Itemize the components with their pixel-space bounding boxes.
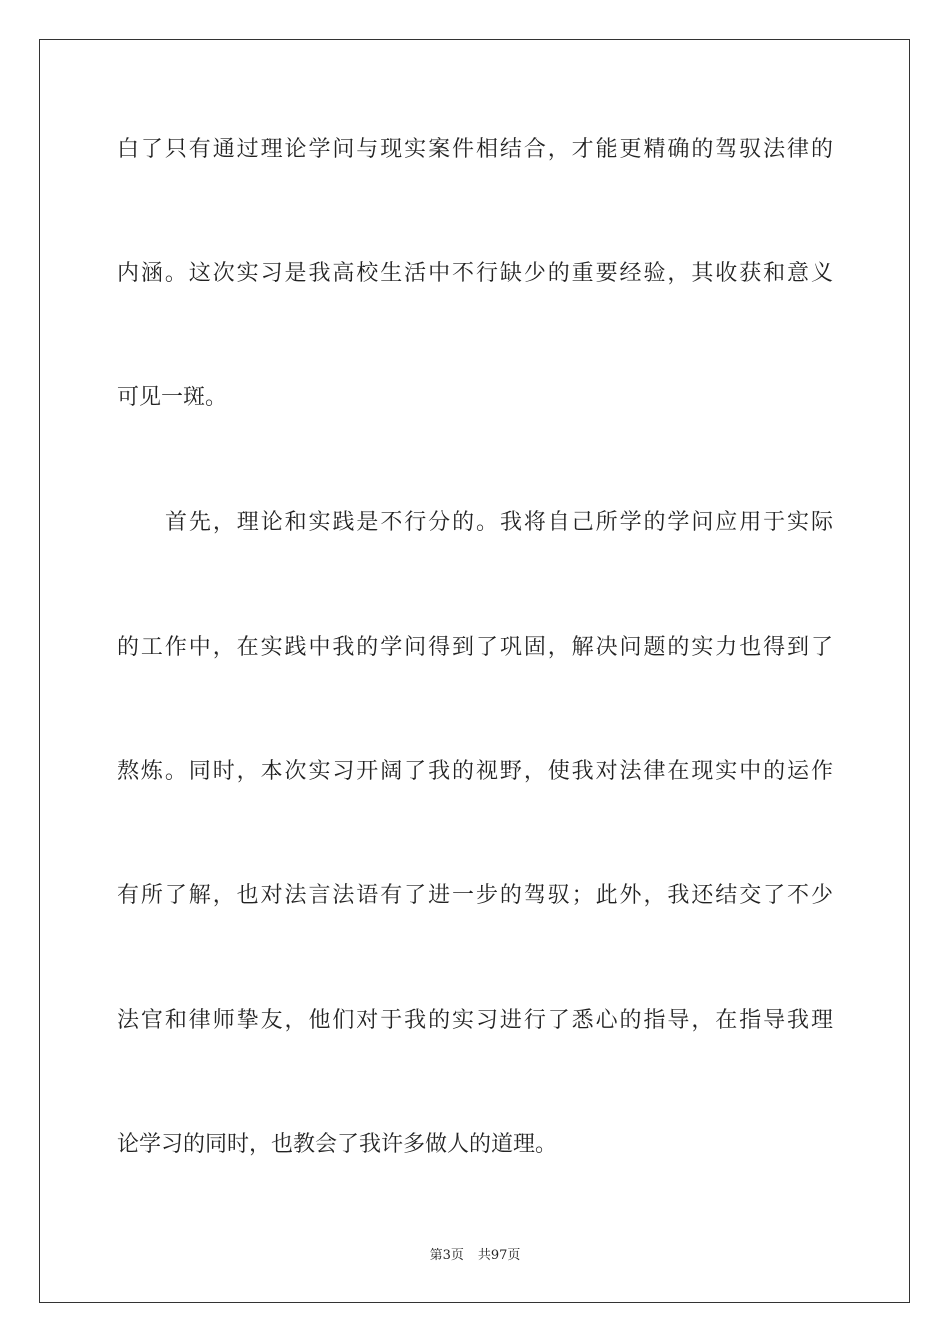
text-line-6: 熬炼。同时，本次实习开阔了我的视野，使我对法律在现实中的运作 <box>117 759 833 784</box>
text-line-3: 可见一斑。 <box>117 385 228 410</box>
text-line-4: 首先，理论和实践是不行分的。我将自己所学的学问应用于实际 <box>165 510 833 535</box>
text-line-5: 的工作中，在实践中我的学问得到了巩固，解决问题的实力也得到了 <box>117 635 833 660</box>
text-line-2: 内涵。这次实习是我高校生活中不行缺少的重要经验，其收获和意义 <box>117 261 833 286</box>
text-line-9: 论学习的同时，也教会了我许多做人的道理。 <box>117 1132 558 1157</box>
page-number: 第3页 <box>429 1248 464 1263</box>
text-line-7: 有所了解，也对法言法语有了进一步的驾驭；此外，我还结交了不少 <box>117 883 833 908</box>
page-footer <box>0 1247 950 1265</box>
page-border <box>39 39 910 1303</box>
text-line-1: 白了只有通过理论学问与现实案件相结合，才能更精确的驾驭法律的 <box>117 137 833 162</box>
text-line-8: 法官和律师挚友，他们对于我的实习进行了悉心的指导，在指导我理 <box>117 1008 833 1033</box>
page-total: 共97页 <box>477 1248 521 1263</box>
